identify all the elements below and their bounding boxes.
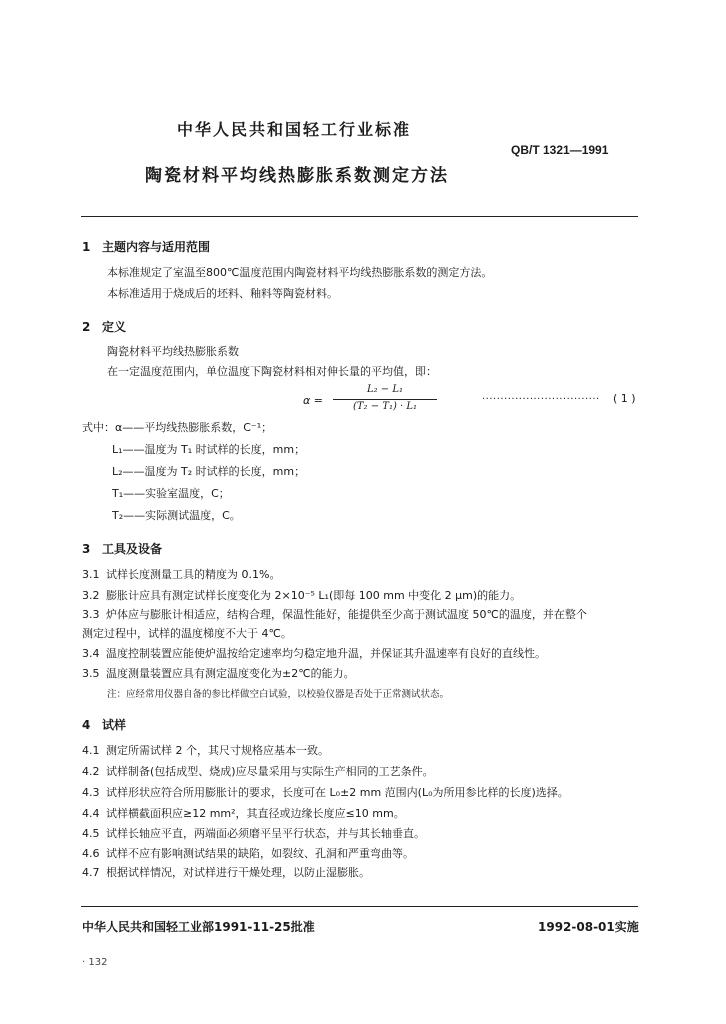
item-text: 膨胀计应具有测定试样长度变化为 2×10⁻⁵ L₁(即每 100 mm 中变化 2 μm)的能力。 (106, 589, 522, 602)
item-text: 试样长度测量工具的精度为 0.1%。 (106, 568, 281, 581)
item-number: 3.2 (82, 589, 100, 602)
formula-numerator: L₂ − L₁ (366, 384, 404, 395)
list-item (82, 784, 569, 800)
list-item (82, 645, 546, 661)
item-text: 测定过程中，试样的温度梯度不大于 4℃。 (82, 627, 292, 640)
item-text: 试样横截面积应≥12 mm²，其直径或边缘长度应≤10 mm。 (106, 807, 405, 820)
paragraph: 本标准适用于烧成后的坯料、釉料等陶瓷材料。 (107, 287, 338, 300)
section-number: 2 (82, 320, 91, 334)
item-text: 试样形状应符合所用膨胀计的要求，长度可在 L₀±2 mm 范围内(L₀为所用参比样的长度)选择。 (106, 786, 569, 799)
where-line: L₂——温度为 T₂ 时试样的长度，mm； (112, 465, 306, 478)
list-item (82, 566, 280, 582)
footer-rule (81, 906, 638, 907)
list-item (82, 606, 587, 622)
formula-lhs: α = (303, 394, 323, 407)
implementation-date: 1992-08-01实施 (538, 920, 639, 934)
where-line: 式中：α——平均线热膨胀系数，C⁻¹； (82, 421, 273, 434)
document-title: 陶瓷材料平均线热膨胀系数测定方法 (145, 166, 449, 186)
item-number: 4.4 (82, 807, 100, 820)
note: 注：应经常用仪器自备的参比样做空白试验，以校验仪器是否处于正常测试状态。 (107, 689, 450, 700)
item-text: 试样长轴应平直，两端面必须磨平呈平行状态，并与其长轴垂直。 (106, 827, 425, 840)
section-title: 试样 (102, 718, 127, 732)
list-item (82, 825, 425, 841)
list-item (82, 845, 414, 861)
formula-denominator: (T₂ − T₁) · L₁ (352, 401, 418, 412)
formula-fraction (333, 384, 437, 415)
page-number: · 132 (82, 957, 108, 968)
section-number: 1 (82, 240, 91, 254)
section-3-heading (82, 540, 162, 557)
list-item (82, 864, 370, 880)
section-number: 3 (82, 542, 91, 556)
item-text: 试样制备(包括成型、烧成)应尽量采用与实际生产相同的工艺条件。 (106, 765, 434, 778)
section-2-heading (82, 318, 126, 335)
approval-line: 中华人民共和国轻工业部1991-11-25批准 (82, 920, 315, 934)
item-number: 3.3 (82, 608, 100, 621)
item-number: 3.1 (82, 568, 100, 581)
list-item (82, 587, 521, 603)
list-item (82, 805, 405, 821)
item-text: 炉体应与膨胀计相适应，结构合理，保温性能好，能提供至少高于测试温度 50℃的温度，并在整个 (106, 608, 587, 621)
definition-term: 陶瓷材料平均线热膨胀系数 (107, 345, 239, 358)
standard-code: QB/T 1321—1991 (511, 143, 609, 157)
where-line: T₂——实际测试温度，C。 (112, 509, 241, 522)
where-line: T₁——实验室温度，C； (112, 487, 230, 500)
standard-title: 中华人民共和国轻工行业标准 (177, 120, 412, 139)
item-number: 3.5 (82, 667, 100, 680)
equation-number: ( 1 ) (613, 392, 636, 405)
item-number: 3.4 (82, 647, 100, 660)
item-text: 温度控制装置应能使炉温按给定速率均匀稳定地升温，并保证其升温速率有良好的直线性。 (106, 647, 546, 660)
header-rule (81, 216, 638, 217)
formula-leader: ································ (482, 394, 600, 405)
item-number: 4.3 (82, 786, 100, 799)
fraction-bar (333, 399, 437, 400)
item-text: 温度测量装置应具有测定温度变化为±2℃的能力。 (106, 667, 355, 680)
list-item (82, 665, 355, 681)
list-item (82, 763, 434, 779)
item-text: 根据试样情况，对试样进行干燥处理，以防止湿膨胀。 (106, 866, 370, 879)
paragraph: 本标准规定了室温至800℃温度范围内陶瓷材料平均线热膨胀系数的测定方法。 (107, 266, 493, 279)
list-item (82, 742, 329, 758)
section-number: 4 (82, 718, 91, 732)
section-4-heading (82, 716, 126, 733)
section-1-heading (82, 238, 210, 255)
section-title: 主题内容与适用范围 (102, 240, 211, 254)
item-text: 测定所需试样 2 个，其尺寸规格应基本一致。 (106, 744, 329, 757)
list-item-continuation (82, 625, 292, 641)
item-number: 4.7 (82, 866, 100, 879)
item-number: 4.2 (82, 765, 100, 778)
item-number: 4.1 (82, 744, 100, 757)
where-line: L₁——温度为 T₁ 时试样的长度，mm； (112, 443, 306, 456)
item-number: 4.5 (82, 827, 100, 840)
item-text: 试样不应有影响测试结果的缺陷，如裂纹、孔洞和严重弯曲等。 (106, 847, 414, 860)
item-number: 4.6 (82, 847, 100, 860)
section-title: 工具及设备 (102, 542, 163, 556)
section-title: 定义 (102, 320, 127, 334)
definition-text: 在一定温度范围内，单位温度下陶瓷材料相对伸长量的平均值，即： (107, 365, 437, 378)
